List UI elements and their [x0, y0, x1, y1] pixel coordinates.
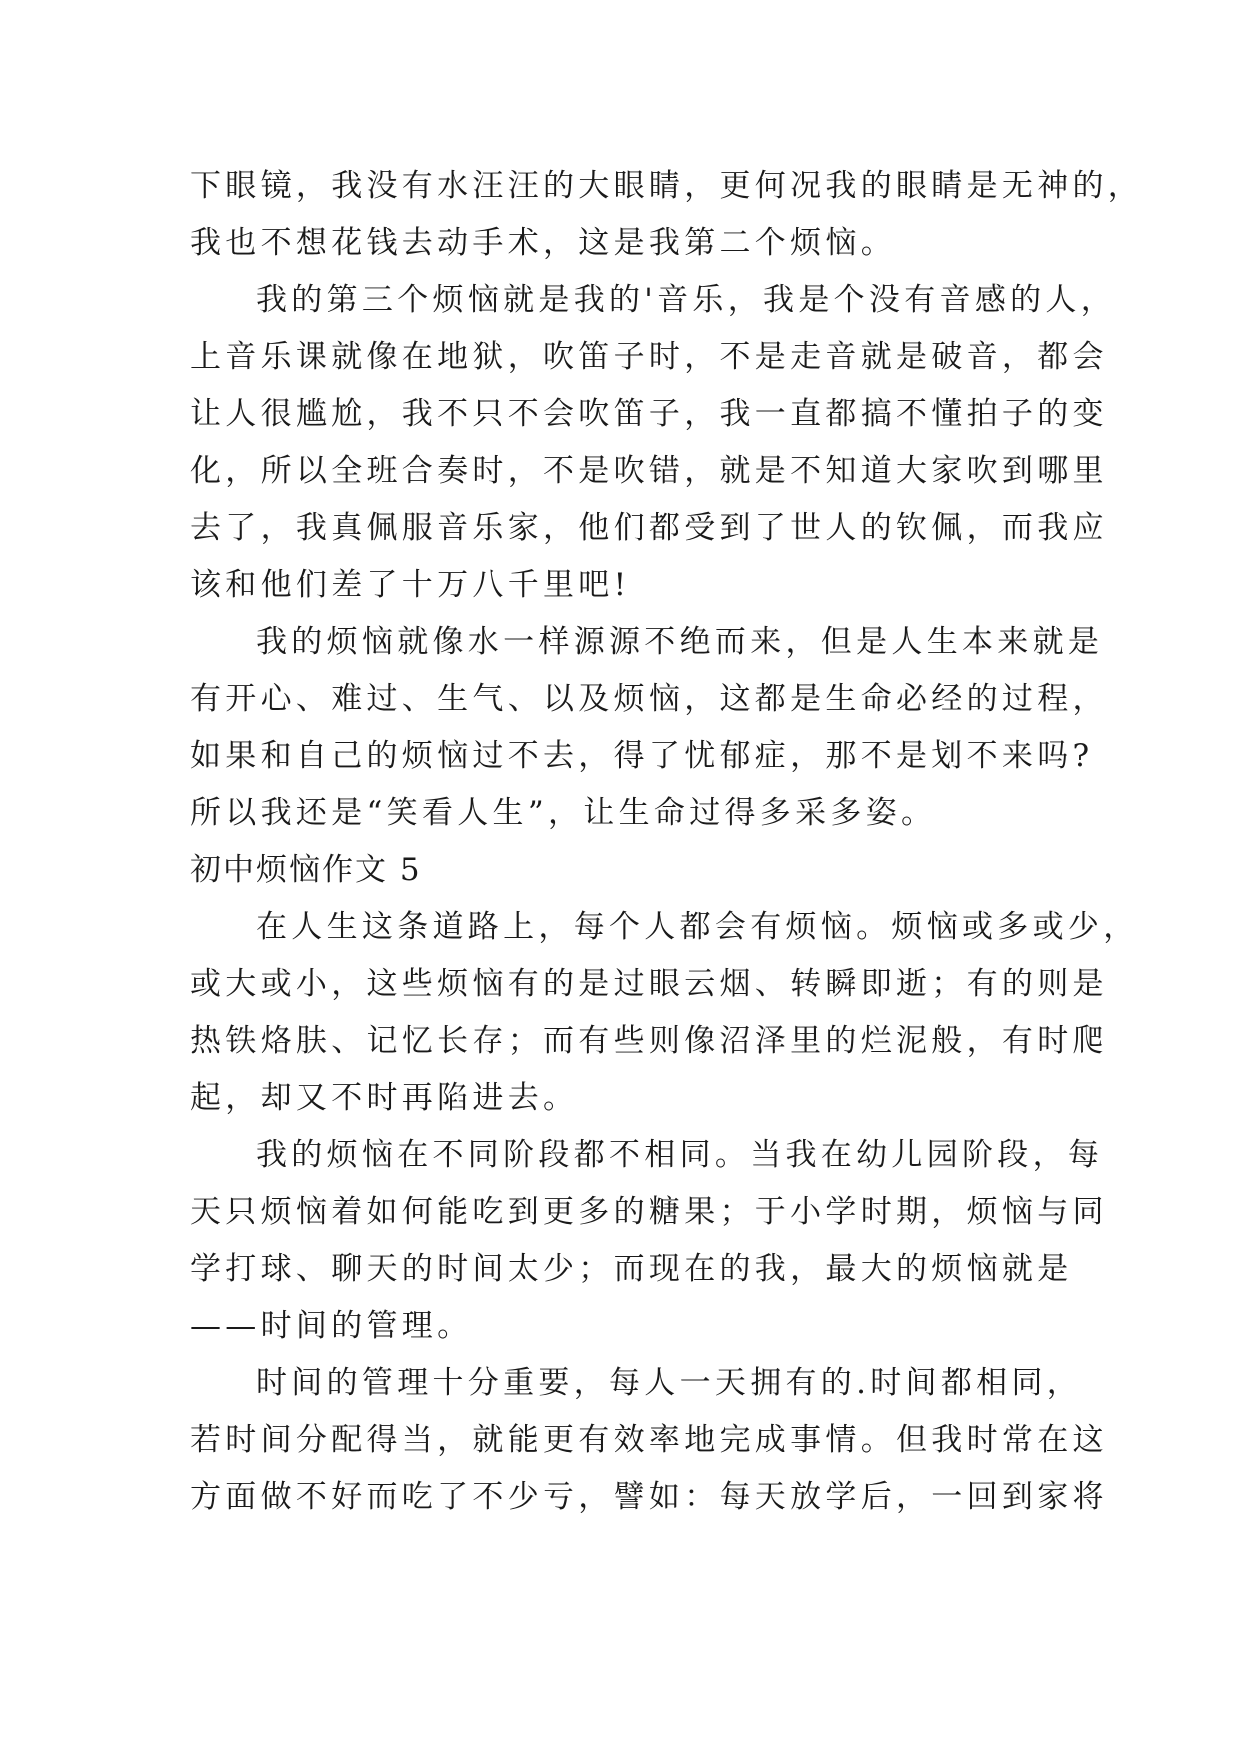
text-line: 若时间分配得当，就能更有效率地完成事情。但我时常在这: [190, 1422, 1108, 1458]
text-line: 学打球、聊天的时间太少；而现在的我，最大的烦恼就是: [190, 1251, 1073, 1287]
text-line: 起，却又不时再陷进去。: [190, 1080, 579, 1116]
text-line: 该和他们差了十万八千里吧!: [190, 567, 631, 603]
text-line: 天只烦恼着如何能吃到更多的糖果；于小学时期，烦恼与同: [190, 1194, 1108, 1230]
paragraph-continued: [190, 158, 1144, 272]
text-line: 去了，我真佩服音乐家，他们都受到了世人的钦佩，而我应: [190, 510, 1108, 546]
document-page: [190, 158, 1144, 1526]
heading-text: 初中烦恼作文 5: [190, 852, 422, 888]
text-line: 有开心、难过、生气、以及烦恼，这都是生命必经的过程，: [190, 681, 1108, 717]
text-line: 上音乐课就像在地狱，吹笛子时，不是走音就是破音，都会: [190, 339, 1108, 375]
text-line: 在人生这条道路上，每个人都会有烦恼。烦恼或多或少，: [256, 909, 1139, 945]
text-line: 让人很尴尬，我不只不会吹笛子，我一直都搞不懂拍子的变: [190, 396, 1108, 432]
text-line: 热铁烙肤、记忆长存；而有些则像沼泽里的烂泥般，有时爬: [190, 1023, 1108, 1059]
text-line: 如果和自己的烦恼过不去，得了忧郁症，那不是划不来吗?: [190, 738, 1094, 774]
paragraph: [190, 1127, 1108, 1355]
paragraph: [190, 614, 1108, 842]
text-line: 化，所以全班合奏时，不是吹错，就是不知道大家吹到哪里: [190, 453, 1108, 489]
text-line: ——时间的管理。: [190, 1308, 473, 1344]
text-line: 或大或小，这些烦恼有的是过眼云烟、转瞬即逝；有的则是: [190, 966, 1108, 1002]
text-line: 时间的管理十分重要，每人一天拥有的.时间都相同，: [256, 1365, 1083, 1401]
text-line: 方面做不好而吃了不少亏，譬如：每天放学后，一回到家将: [190, 1479, 1108, 1515]
text-line: 我的烦恼在不同阶段都不相同。当我在幼儿园阶段，每: [256, 1137, 1104, 1173]
paragraph: [190, 1355, 1108, 1526]
paragraph: [190, 899, 1139, 1127]
text-line: 我也不想花钱去动手术，这是我第二个烦恼。: [190, 225, 896, 261]
section-heading: [190, 842, 1060, 899]
text-line: 我的第三个烦恼就是我的'音乐，我是个没有音感的人，: [256, 282, 1117, 318]
paragraph: [190, 272, 1117, 614]
text-line: 下眼镜，我没有水汪汪的大眼睛，更何况我的眼睛是无神的，: [190, 168, 1144, 204]
text-line: 我的烦恼就像水一样源源不绝而来，但是人生本来就是: [256, 624, 1104, 660]
text-line: 所以我还是“笑看人生”，让生命过得多采多姿。: [190, 795, 937, 831]
